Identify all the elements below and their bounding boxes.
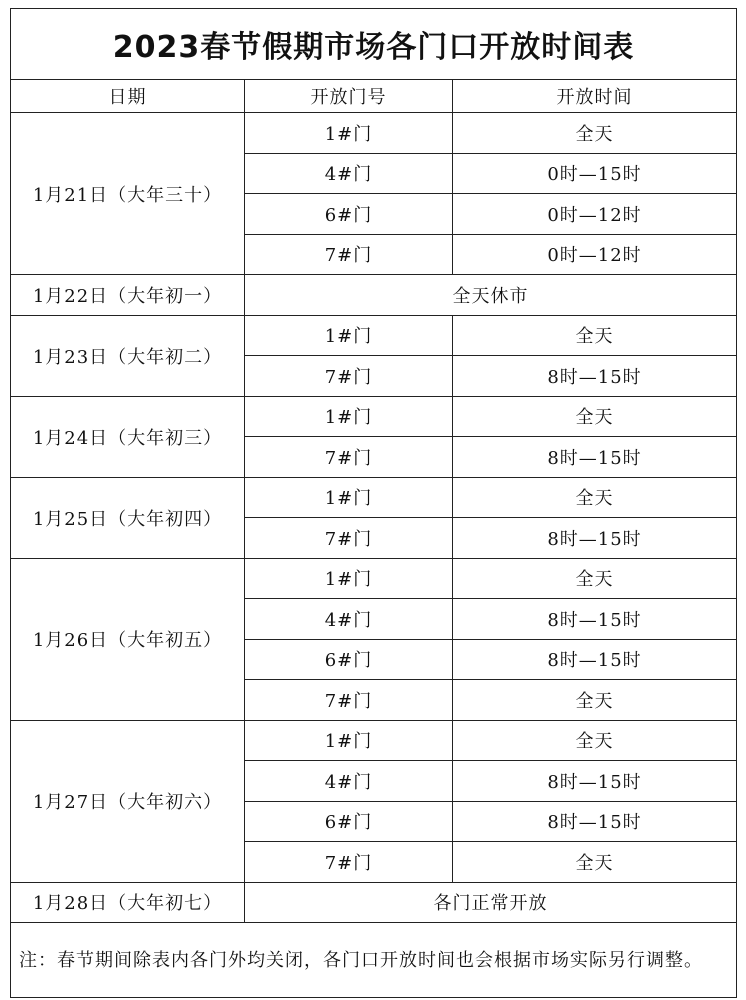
gate-cell: 7#门 xyxy=(245,356,453,397)
header-row xyxy=(11,80,737,113)
gate-cell: 6#门 xyxy=(245,639,453,680)
gate-cell: 6#门 xyxy=(245,194,453,235)
header-date: 日期 xyxy=(11,80,245,113)
table-row xyxy=(11,477,737,518)
gate-cell: 7#门 xyxy=(245,234,453,275)
gate-cell: 1#门 xyxy=(245,477,453,518)
gate-cell: 1#门 xyxy=(245,113,453,154)
gate-cell: 6#门 xyxy=(245,801,453,842)
footnote: 注：春节期间除表内各门外均关闭，各门口开放时间也会根据市场实际另行调整。 xyxy=(11,923,737,998)
time-cell: 全天 xyxy=(453,680,737,721)
table-row xyxy=(11,113,737,154)
gate-cell: 4#门 xyxy=(245,761,453,802)
time-cell: 全天 xyxy=(453,477,737,518)
time-cell: 全天 xyxy=(453,315,737,356)
time-cell: 8时—15时 xyxy=(453,761,737,802)
schedule-table xyxy=(10,8,737,998)
time-cell: 8时—15时 xyxy=(453,518,737,559)
time-cell: 8时—15时 xyxy=(453,639,737,680)
schedule-table-body xyxy=(11,9,737,998)
header-gate: 开放门号 xyxy=(245,80,453,113)
gate-cell: 7#门 xyxy=(245,437,453,478)
date-cell: 1月26日（大年初五） xyxy=(11,558,245,720)
gate-cell: 1#门 xyxy=(245,720,453,761)
date-cell: 1月21日（大年三十） xyxy=(11,113,245,275)
header-time: 开放时间 xyxy=(453,80,737,113)
gate-cell: 1#门 xyxy=(245,558,453,599)
time-cell: 全天 xyxy=(453,842,737,883)
table-row xyxy=(11,315,737,356)
time-cell: 0时—15时 xyxy=(453,153,737,194)
gate-cell: 4#门 xyxy=(245,599,453,640)
gate-cell: 4#门 xyxy=(245,153,453,194)
table-row xyxy=(11,558,737,599)
gate-cell: 7#门 xyxy=(245,680,453,721)
gate-cell: 1#门 xyxy=(245,315,453,356)
date-cell: 1月23日（大年初二） xyxy=(11,315,245,396)
gate-cell: 1#门 xyxy=(245,396,453,437)
table-row xyxy=(11,720,737,761)
gate-cell: 7#门 xyxy=(245,842,453,883)
date-cell: 1月22日（大年初一） xyxy=(11,275,245,316)
time-cell: 全天 xyxy=(453,113,737,154)
time-cell: 8时—15时 xyxy=(453,356,737,397)
time-cell: 8时—15时 xyxy=(453,599,737,640)
note-row xyxy=(11,923,737,998)
merged-status-cell: 各门正常开放 xyxy=(245,882,737,923)
merged-status-cell: 全天休市 xyxy=(245,275,737,316)
time-cell: 0时—12时 xyxy=(453,234,737,275)
time-cell: 全天 xyxy=(453,396,737,437)
time-cell: 8时—15时 xyxy=(453,437,737,478)
time-cell: 全天 xyxy=(453,720,737,761)
title-row xyxy=(11,9,737,80)
table-row xyxy=(11,275,737,316)
date-cell: 1月24日（大年初三） xyxy=(11,396,245,477)
date-cell: 1月25日（大年初四） xyxy=(11,477,245,558)
time-cell: 全天 xyxy=(453,558,737,599)
table-row xyxy=(11,882,737,923)
time-cell: 0时—12时 xyxy=(453,194,737,235)
gate-cell: 7#门 xyxy=(245,518,453,559)
date-cell: 1月27日（大年初六） xyxy=(11,720,245,882)
date-cell: 1月28日（大年初七） xyxy=(11,882,245,923)
table-row xyxy=(11,396,737,437)
table-title: 2023春节假期市场各门口开放时间表 xyxy=(11,9,737,80)
time-cell: 8时—15时 xyxy=(453,801,737,842)
